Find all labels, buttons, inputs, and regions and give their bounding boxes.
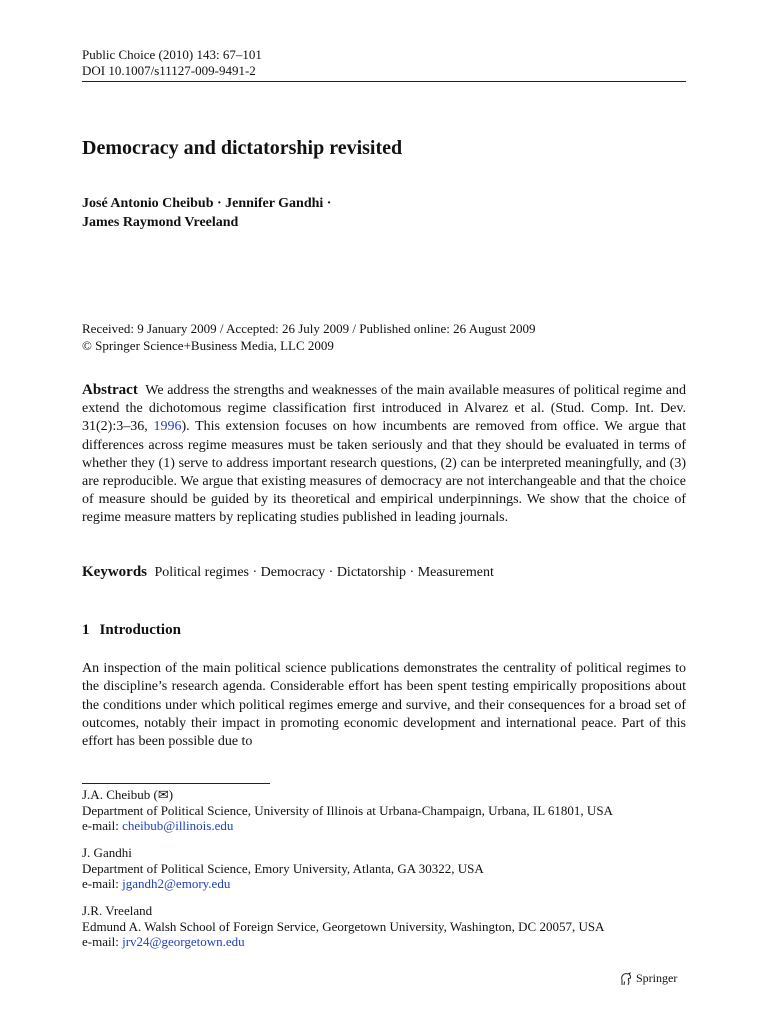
email-link[interactable]: cheibub@illinois.edu <box>122 818 234 834</box>
email-label: e-mail: <box>82 876 123 892</box>
affiliation-vreeland <box>82 903 686 950</box>
authors-line-2: James Raymond Vreeland <box>82 215 239 230</box>
section-heading <box>82 621 686 640</box>
abstract-text-2: ). This extension focuses on how incumbents are removed from office. We argue that differences across regime measures must be taken seriously and that they should be evaluated in terms of whether they (1) serve to address important research questions, (2) can be interpreted meaningfully, and (3) are reproducible. We argue that existing measures of democracy are not interchangeable and that the choice of measure should be guided by its theoretical and empirical underpinnings. We show that the choice of regime measure matters by replicating studies published in leading journals. <box>82 419 686 526</box>
publisher-name: Springer <box>636 971 678 985</box>
header-rule <box>82 81 686 82</box>
affiliation-email-line <box>82 876 686 892</box>
copyright-line: © Springer Science+Business Media, LLC 2009 <box>82 338 334 353</box>
paper-title: Democracy and dictatorship revisited <box>82 137 403 159</box>
authors-line-1: José Antonio Cheibub · Jennifer Gandhi · <box>82 196 332 211</box>
section-number: 1 <box>82 622 90 638</box>
abstract <box>82 381 686 528</box>
affiliation-gandhi <box>82 845 686 892</box>
abstract-text-1: We address the strengths and weaknesses of the main available measures of political regime and extend the dichotomous regime classification first introduced in Alvarez et al. (Stud. Comp. Int. Dev. 31(2):3–36, <box>82 383 687 435</box>
footnote-rule <box>82 783 270 784</box>
journal-citation: Public Choice (2010) 143: 67–101 <box>82 47 262 62</box>
email-link[interactable]: jgandh2@emory.edu <box>122 876 231 892</box>
springer-horse-icon <box>619 972 633 986</box>
journal-header <box>82 47 686 79</box>
publication-dates <box>82 320 686 354</box>
affiliation-email-line <box>82 818 686 834</box>
doi: DOI 10.1007/s11127-009-9491-2 <box>82 63 256 78</box>
affiliation-cheibub <box>82 787 686 834</box>
keywords <box>82 563 686 582</box>
affiliation-dept: Department of Political Science, Emory University, Atlanta, GA 30322, USA <box>82 860 484 876</box>
email-label: e-mail: <box>82 818 123 834</box>
affiliation-name: J. Gandhi <box>82 845 132 860</box>
affiliation-dept: Edmund A. Walsh School of Foreign Service, Georgetown University, Washington, DC 20057, USA <box>82 918 605 934</box>
citation-link-1996[interactable]: 1996 <box>153 419 182 435</box>
publisher-logo <box>619 971 677 986</box>
abstract-label: Abstract <box>82 382 138 398</box>
affiliation-dept: Department of Political Science, University of Illinois at Urbana-Champaign, Urbana, IL 61801, USA <box>82 802 613 818</box>
affiliation-name: J.A. Cheibub (✉) <box>82 787 174 802</box>
email-link[interactable]: jrv24@georgetown.edu <box>122 934 245 950</box>
received-line: Received: 9 January 2009 / Accepted: 26 July 2009 / Published online: 26 August 2009 <box>82 321 536 336</box>
author-list <box>82 194 686 232</box>
keywords-text: Political regimes · Democracy · Dictatorship · Measurement <box>154 565 494 580</box>
affiliation-name: J.R. Vreeland <box>82 903 153 918</box>
intro-paragraph: An inspection of the main political science publications demonstrates the centrality of political regimes to the discipline’s research agenda. Considerable effort has been spent testing empirically propositions about the conditions under which political regimes emerge and survive, and their consequences for a broad set of outcomes, notably their impact in promoting economic development and international peace. Part of this effort has been possible due to <box>82 661 686 750</box>
keywords-label: Keywords <box>82 564 147 580</box>
affiliation-email-line <box>82 934 686 950</box>
section-title: Introduction <box>99 622 181 638</box>
email-label: e-mail: <box>82 934 123 950</box>
